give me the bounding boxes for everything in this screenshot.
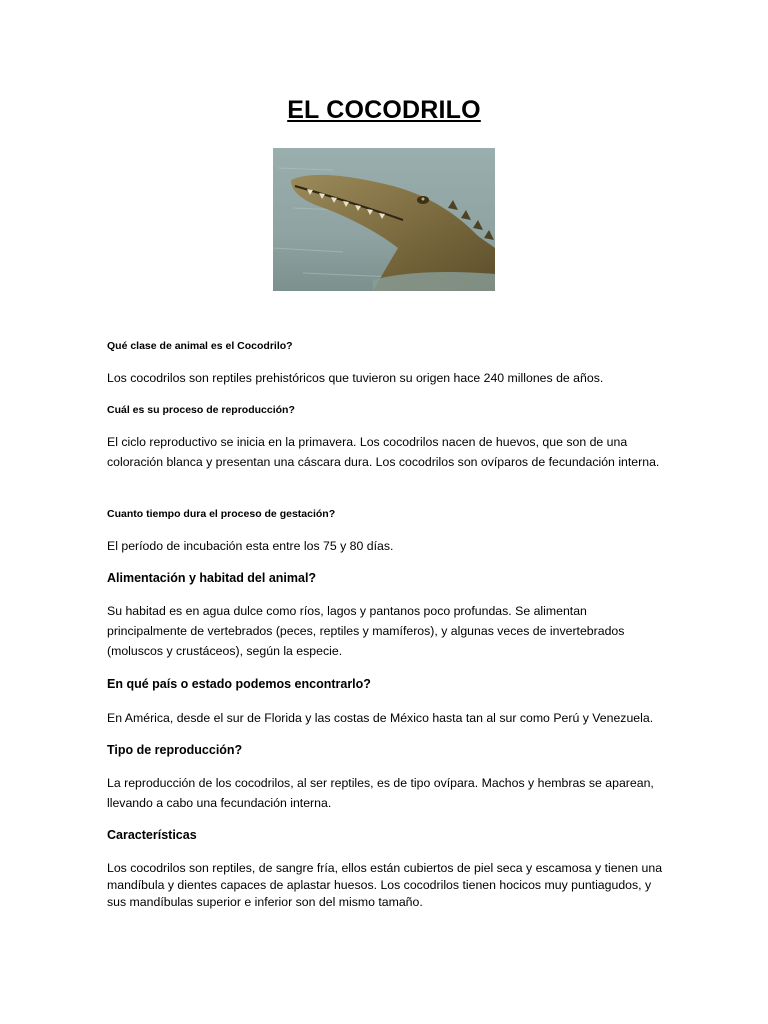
crocodile-photo (273, 148, 495, 291)
answer-reproduction-process: El ciclo reproductivo se inicia en la primavera. Los cocodrilos nacen de huevos, que son de una coloración blanca y presentan una cáscara dura. Los cocodrilos son ovíparos de fecundación interna. (107, 435, 660, 469)
answer-animal-class: Los cocodrilos son reptiles prehistóricos que tuvieron su origen hace 240 millones de años. (107, 371, 604, 385)
answer-reproduction-type: La reproducción de los cocodrilos, al ser reptiles, es de tipo ovípara. Machos y hembras se aparean, llevando a cabo una fecundación interna. (107, 776, 654, 810)
answer-habitat: Su habitad es en agua dulce como ríos, lagos y pantanos poco profundas. Se alimentan principalmente de vertebrados (peces, reptiles y mamíferos), y algunas veces de invertebrados (moluscos y crustáceos), según la especie. (107, 604, 625, 658)
question-reproduction-process: Cuál es su proceso de reproducción? (107, 404, 295, 416)
question-animal-class: Qué clase de animal es el Cocodrilo? (107, 340, 293, 352)
answer-characteristics: Los cocodrilos son reptiles, de sangre fría, ellos están cubiertos de piel seca y escamosa y tienen una mandíbula y dientes capaces de aplastar huesos. Los cocodrilos tienen hocicos muy puntiagudos, y sus mandíbulas superior e inferior son del mismo tamaño. (107, 861, 663, 909)
question-habitat: Alimentación y habitad del animal? (107, 571, 317, 585)
page-title: EL COCODRILO (287, 96, 481, 124)
heading-characteristics: Características (107, 828, 197, 842)
answer-gestation: El período de incubación esta entre los 75 y 80 días. (107, 539, 394, 553)
question-gestation: Cuanto tiempo dura el proceso de gestación? (107, 508, 336, 520)
question-reproduction-type: Tipo de reproducción? (107, 743, 243, 757)
question-location: En qué país o estado podemos encontrarlo? (107, 677, 371, 691)
answer-location: En América, desde el sur de Florida y las costas de México hasta tan al sur como Perú y Venezuela. (107, 711, 654, 725)
